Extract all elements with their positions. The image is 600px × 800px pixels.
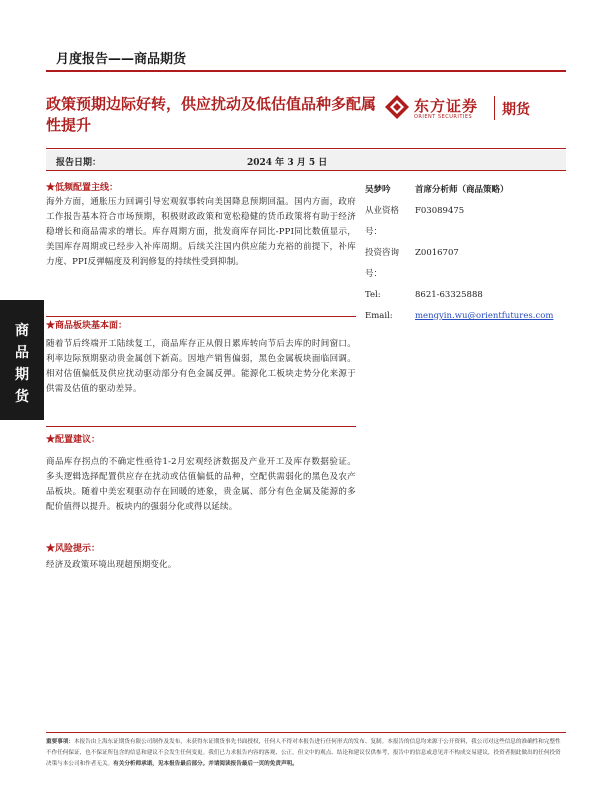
disclaimer-lead: 重要事项： [46,739,74,745]
section-heading: ★配置建议： [46,435,101,445]
logo-cn-text: 东方证券 [414,97,479,115]
report-date-value: 2024 年 3 月 5 日 [247,158,328,168]
report-type-header: 月度报告——商品期货 [56,52,187,67]
side-tab-char: 商 [15,323,29,339]
date-row-top-rule [46,148,566,149]
side-tab-char: 货 [15,389,29,405]
section-risk-warning [46,543,356,573]
disclaimer-text: 本报告由上海东证期货有限公司制作及发布，未获得东证期货事先书面授权，任何人不得对本报告进行任何形式的发布、复制。本报告的信息均来源于公开资料，我公司对这些信息的准确性和完整性不作任何保证，也不保证所包含的信息和建议不会发生任何变更。我们已力求报告内容的客观、公正，但文中的观点、结论和建议仅供参考，报告中的信息或意见并不构成交易建议，投资者据此做出的任何投资决策与本公司和作者无关。 [46,739,561,767]
analyst-role: 首席分析师（商品策略） [415,185,509,195]
section-heading: ★商品板块基本面： [46,321,128,331]
section-heading: ★风险提示： [46,544,101,554]
date-row-bottom-rule [46,170,566,171]
section-body: 商品库存拐点的不确定性亟待1-2月宏观经济数据及产业开工及库存数据验证。多头逻辑选择配置供应存在扰动或估值偏低的品种，空配供需弱化的黑色及农产品板块。随着中美宏观驱动存在回暖的迹象，贵金属、部分有色金属及能源的多配价值得以提升。板块内的强弱分化或得以延续。 [46,457,356,512]
analyst-name: 吴梦吟 [365,185,391,195]
orient-logo-icon [384,94,410,120]
orient-securities-logo [384,94,564,124]
report-date-label: 报告日期： [56,158,102,168]
report-title: 政策预期边际好转，供应扰动及低估值品种多配属性提升 [46,95,377,134]
contact-value: 8621-63325888 [415,290,483,300]
section-heading: ★低频配置主线： [46,183,119,193]
section-body: 经济及政策环境出现超预期变化。 [46,560,177,570]
contact-row [365,243,565,285]
contact-row [365,306,565,327]
disclaimer-block [46,737,566,770]
report-date-row [46,150,566,170]
contact-label: Tel: [365,290,381,300]
contact-label: 投资咨询号： [365,248,400,279]
contact-value: Z0016707 [415,248,459,258]
disclaimer-tail: 有关分析师承诺，见本报告最后部分。并请阅读报告最后一页的免责声明。 [113,761,298,767]
section-divider [46,316,356,317]
side-category-tab [0,300,44,420]
section-divider [46,426,356,427]
section-allocation-mainline [46,182,356,270]
logo-futures-text: 期货 [502,102,530,118]
contact-value: F03089475 [415,206,465,216]
contact-label: 从业资格号： [365,206,400,237]
contact-row [365,201,565,243]
analyst-email-link[interactable]: mengyin.wu@orientfutures.com [415,311,554,321]
disclaimer-divider [46,732,566,733]
section-body: 海外方面，通胀压力回调引导宏观叙事转向美国降息预期回温。国内方面，政府工作报告基本符合市场预期，积极财政政策和宽松稳健的货币政策将有助于经济稳增长和商品需求的增长。库存周期方面，批发商库存同比-PPI同比数值显示，美国库存周期或已经步入补库周期。后续关注国内供应能力充裕的前提下，补库力度、PPI反弹幅度及利润修复的持续性受到抑制。 [46,197,356,267]
analyst-header [365,180,565,201]
analyst-contact-block [365,180,565,327]
section-recommendations [46,434,356,515]
side-tab-char: 期 [15,367,29,383]
section-fundamentals [46,320,356,397]
section-body: 随着节后终端开工陆续复工，商品库存正从假日累库转向节后去库的时间窗口。利率边际预期驱动贵金属创下新高。因地产销售偏弱，黑色金属板块面临回调。相对估值偏低及供应扰动驱动部分有色金属反弹。能源化工板块走势分化来源于供需及估值的驱动差异。 [46,339,356,394]
logo-separator [494,96,495,120]
header-divider [46,70,566,72]
logo-en-text: ORIENT SECURITIES [414,114,473,120]
contact-label: Email: [365,311,393,321]
contact-row [365,285,565,306]
side-tab-char: 品 [15,345,29,361]
